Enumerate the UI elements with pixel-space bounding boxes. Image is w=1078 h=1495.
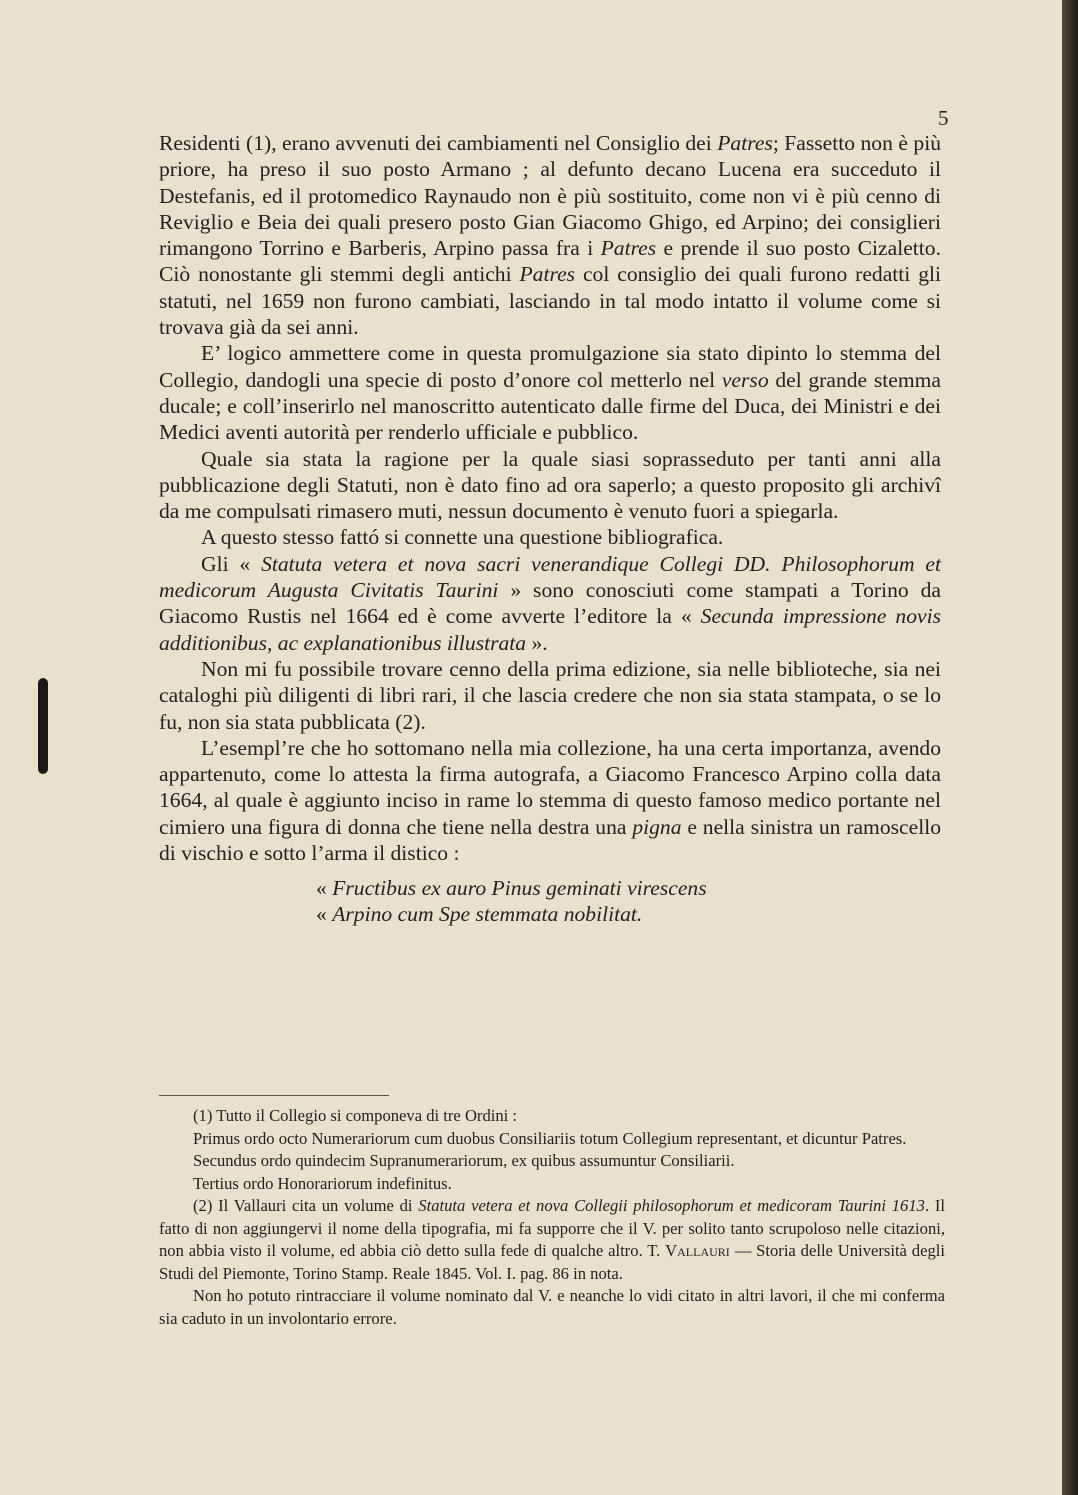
paragraph-1: Residenti (1), erano avvenuti dei cambiamenti nel Consiglio dei Patres; Fassetto non è più priore, ha preso il suo posto Armano ; al defunto decano Lucena era succeduto il Destefanis, ed il protomedico Raynaudo non è più sostituito, come non vi è più cenno di Reviglio e Beia dei quali presero posto Gian Giacomo Ghigo, ed Arpino; dei consiglieri rimangono Torrino e Barberis, Arpino passa fra i Patres e prende il suo posto Cizaletto. Ciò nonostante gli stemmi degli antichi Patres col consiglio dei quali furono redatti gli statuti, nel 1659 non furono cambiati, lasciando in tal modo intatto il volume come si trovava già da sei anni. — [159, 131, 941, 340]
footnote-1-line-a: Primus ordo octo Numerariorum cum duobus Consiliariis totum Collegium representant, et dicuntur Patres. — [193, 1128, 907, 1148]
paragraph-2: E’ logico ammettere come in questa promulgazione sia stato dipinto lo stemma del Collegio, dandogli una specie di posto d’onore col metterlo nel verso del grande stemma ducale; e coll’inserirlo nel manoscritto autenticato dalle firme del Duca, dei Ministri e dei Medici aventi autorità per renderlo ufficiale e pubblico. — [159, 341, 941, 445]
page-edge-shadow — [1062, 0, 1078, 1495]
footnote-1-line-b: Secundus ordo quindecim Supranumerariorum, ex quibus assumuntur Consiliarii. — [193, 1151, 735, 1170]
footnote-2: (2) Il Vallauri cita un volume di Statuta vetera et nova Collegii philosophorum et medicoram Taurini 1613. Il fatto di non aggiungervi il nome della tipografia, mi fa supporre che il V. per solito tanto scrupoloso nelle citazioni, non abbia visto il volume, ed abbia ciò detto sulla fede di qualche altro. T. Vallauri — Storia delle Università degli Studi del Piemonte, Torino Stamp. Reale 1845. Vol. I. pag. 86 in nota. — [159, 1196, 946, 1283]
paragraph-3: Quale sia stata la ragione per la quale siasi soprasseduto per tanti anni alla pubblicazione degli Statuti, non è dato fino ad ora saperlo; a questo proposito gli archivî da me compulsati rimasero muti, nessun documento è venuto fuori a spiegarla. — [159, 446, 941, 524]
distich — [316, 875, 941, 927]
paragraph-5: Gli « Statuta vetera et nova sacri venerandique Collegi DD. Philosophorum et medicorum Augusta Civitatis Taurini » sono conosciuti come stampati a Torino da Giacomo Rustis nel 1664 ed è come avverte l’editore la « Secunda impressione novis additionibus, ac explanationibus illustrata ». — [159, 551, 941, 655]
verse-line-2: « Arpino cum Spe stemmata nobilitat. — [316, 902, 643, 927]
footnote-3: Non ho potuto rintracciare il volume nominato dal V. e neanche lo vidi citato in altri lavori, il che mi conferma sia caduto in un involontario errore. — [159, 1286, 945, 1328]
footnote-divider — [159, 1095, 389, 1096]
footnote-1: (1) Tutto il Collegio si componeva di tre Ordini : — [193, 1106, 518, 1125]
footnotes — [159, 1105, 945, 1330]
paragraph-4: A questo stesso fattó si connette una questione bibliografica. — [201, 525, 724, 550]
binding-thread — [38, 678, 48, 774]
footnote-1-line-c: Tertius ordo Honorariorum indefinitus. — [193, 1173, 452, 1193]
paragraph-6: Non mi fu possibile trovare cenno della prima edizione, sia nelle biblioteche, sia nei cataloghi più diligenti di libri rari, il che lascia credere che non sia stata stampata, o se lo fu, non sia stata pubblicata (2). — [159, 656, 941, 734]
page-number: 5 — [938, 106, 949, 130]
verse-line-1: « Fructibus ex auro Pinus geminati virescens — [316, 876, 707, 901]
paragraph-7: L’esempl’re che ho sottomano nella mia collezione, ha una certa importanza, avendo appartenuto, come lo attesta la firma autografa, a Giacomo Francesco Arpino colla data 1664, al quale è aggiunto inciso in rame lo stemma di questo famoso medico portante nel cimiero una figura di donna che tiene nella destra una pigna e nella sinistra un ramoscello di vischio e sotto l’arma il distico : — [159, 735, 942, 866]
main-text — [159, 130, 941, 927]
